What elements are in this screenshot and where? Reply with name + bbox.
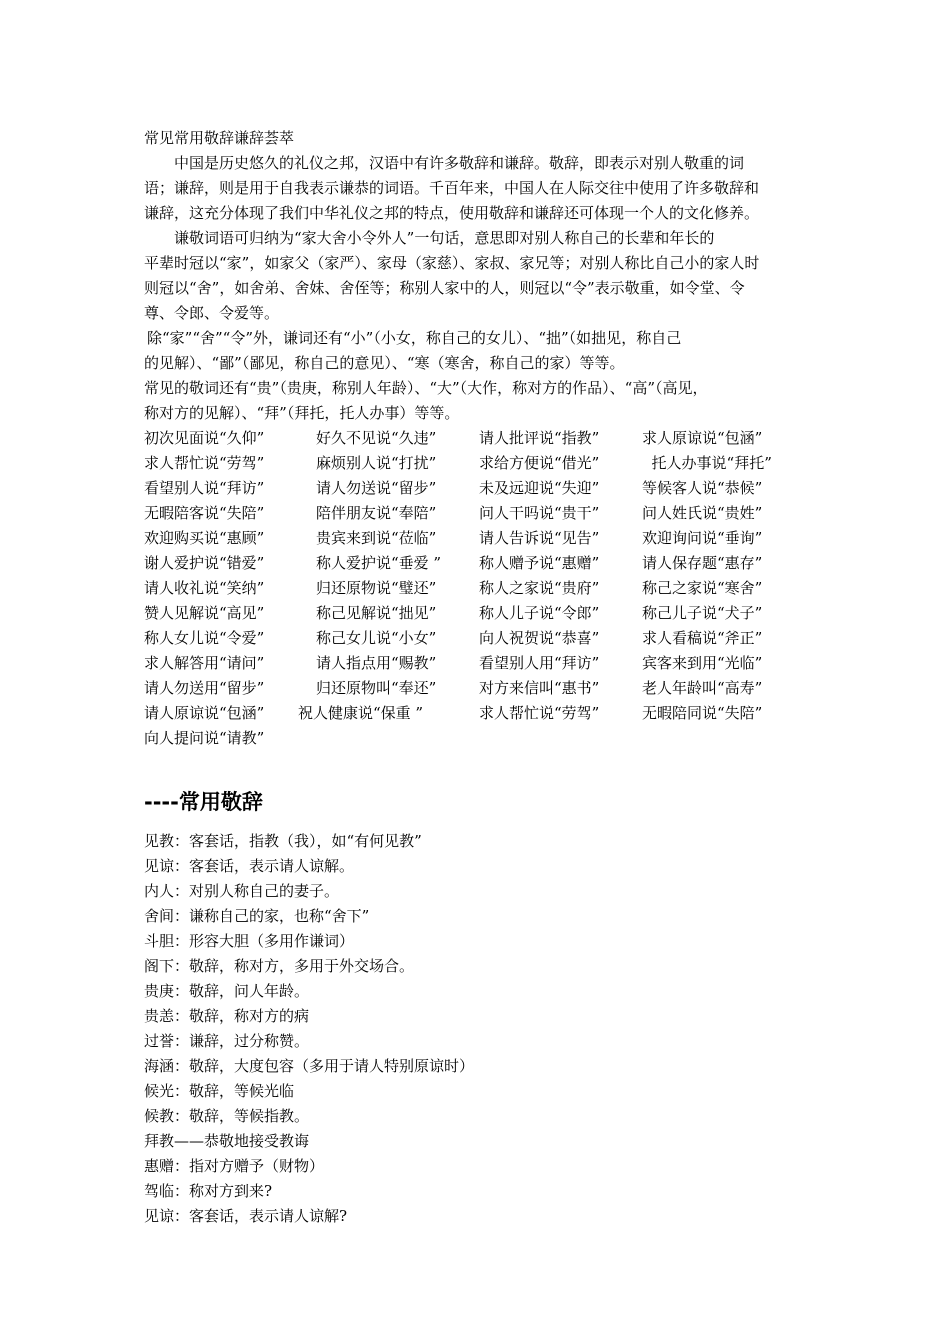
- phrase-cell: 问人姓氏说“贵姓”: [642, 504, 763, 522]
- term-item: 见谅：客套话，表示请人谅解。: [144, 857, 355, 875]
- phrase-cell: 求人解答用“请问”: [144, 654, 265, 672]
- rule-paragraph: [144, 226, 824, 326]
- phrase-row: [144, 501, 824, 526]
- text-line: 称对方的见解）、“拜”（拜托，托人办事）等等。: [144, 404, 460, 422]
- text-line: 谦敬词语可归纳为“家大舍小令外人”一句话，意思即对别人称自己的长辈和年长的: [174, 229, 715, 247]
- phrase-cell: 向人祝贺说“恭喜”: [479, 629, 600, 647]
- phrase-row: [144, 651, 824, 676]
- phrase-cell: 称人之家说“贵府”: [479, 579, 600, 597]
- phrase-cell: 欢迎购买说“惠顾”: [144, 529, 265, 547]
- phrase-row: [144, 601, 824, 626]
- phrase-cell: 称己女儿说“小女”: [316, 629, 437, 647]
- phrase-row: [144, 676, 824, 701]
- phrase-cell: 请人勿送说“留步”: [316, 479, 437, 497]
- phrase-row: [144, 526, 824, 551]
- phrase-row: [144, 701, 824, 726]
- phrase-row: [144, 626, 824, 651]
- phrase-cell: 请人原谅说“包涵”: [144, 704, 265, 722]
- document-body: [144, 126, 824, 1229]
- text-line: 谦辞，这充分体现了我们中华礼仪之邦的特点，使用敬辞和谦辞还可体现一个人的文化修养。: [144, 204, 760, 222]
- phrase-cell: 赞人见解说“高见”: [144, 604, 265, 622]
- phrase-cell: 求人原谅说“包涵”: [642, 429, 763, 447]
- honorific-words-paragraph: [144, 376, 824, 426]
- phrase-cell: 请人批评说“指教”: [479, 429, 600, 447]
- phrase-cell: 谢人爱护说“错爱”: [144, 554, 265, 572]
- text-line: 平辈时冠以“家”，如家父（家严）、家母（家慈）、家叔、家兄等；对别人称比自己小的家人时: [144, 254, 760, 272]
- phrase-cell: 好久不见说“久违”: [316, 429, 437, 447]
- text-line: 的见解）、“鄙”（鄙见，称自己的意见）、“寒（寒舍，称自己的家）等等。: [144, 354, 625, 372]
- term-item: 舍间：谦称自己的家，也称“舍下”: [144, 907, 370, 925]
- term-item: 惠赠：指对方赠予（财物）: [144, 1157, 325, 1175]
- document-title: 常见常用敬辞谦辞荟萃: [144, 129, 295, 147]
- phrase-cell: 等候客人说“恭候”: [642, 479, 763, 497]
- term-item: 海涵：敬辞，大度包容（多用于请人特别原谅时）: [144, 1057, 475, 1075]
- term-item: 候光：敬辞，等候光临: [144, 1082, 295, 1100]
- phrase-cell: 宾客来到用“光临”: [642, 654, 763, 672]
- term-item: 驾临：称对方到来?: [144, 1182, 273, 1200]
- phrase-cell: 请人保存题“惠存”: [642, 554, 763, 572]
- phrase-cell: 归还原物叫“奉还”: [316, 679, 437, 697]
- text-line: 尊、令郎、令爱等。: [144, 304, 280, 322]
- text-line: 语；谦辞，则是用于自我表示谦恭的词语。千百年来，中国人在人际交往中使用了许多敬辞和: [144, 179, 760, 197]
- phrase-cell: 请人收礼说“笑纳”: [144, 579, 265, 597]
- phrase-cell: 称人儿子说“令郎”: [479, 604, 600, 622]
- term-item: 拜教——恭敬地接受教诲: [144, 1132, 310, 1150]
- phrase-cell: 求人帮忙说“劳驾”: [479, 704, 600, 722]
- term-item: 贵恙：敬辞，称对方的病: [144, 1007, 310, 1025]
- phrase-cell: 陪伴朋友说“奉陪”: [316, 504, 437, 522]
- phrase-cell: 称己见解说“拙见”: [316, 604, 437, 622]
- phrase-cell: 看望别人说“拜访”: [144, 479, 265, 497]
- phrase-cell: 请人指点用“赐教”: [316, 654, 437, 672]
- text-line: 则冠以“舍”，如舍弟、舍妹、舍侄等；称别人家中的人，则冠以“令”表示敬重，如令堂、令: [144, 279, 745, 297]
- phrase-cell: 祝人健康说“保重 ”: [298, 704, 424, 722]
- term-item: 阁下：敬辞，称对方，多用于外交场合。: [144, 957, 415, 975]
- phrase-cell: 求给方便说“借光”: [479, 454, 600, 472]
- phrase-row: [144, 726, 824, 751]
- intro-paragraph: [144, 151, 824, 226]
- phrase-cell: 看望别人用“拜访”: [479, 654, 600, 672]
- phrase-row: [144, 551, 824, 576]
- phrase-cell: 初次见面说“久仰”: [144, 429, 265, 447]
- term-item: 斗胆：形容大胆（多用作谦词）: [144, 932, 355, 950]
- text-line: 中国是历史悠久的礼仪之邦，汉语中有许多敬辞和谦辞。敬辞，即表示对别人敬重的词: [174, 154, 745, 172]
- phrase-cell: 未及远迎说“失迎”: [479, 479, 600, 497]
- phrase-cell: 称人女儿说“令爱”: [144, 629, 265, 647]
- phrase-row: [144, 451, 824, 476]
- phrase-cell: 无暇陪同说“失陪”: [642, 704, 763, 722]
- phrase-cell: 向人提问说“请教”: [144, 729, 265, 747]
- phrase-cell: 问人干吗说“贵干”: [479, 504, 600, 522]
- phrase-row: [144, 576, 824, 601]
- term-item: 贵庚：敬辞，问人年龄。: [144, 982, 310, 1000]
- term-item: 见教：客套话，指教（我），如“有何见教”: [144, 832, 422, 850]
- phrase-cell: 求人帮忙说“劳驾”: [144, 454, 265, 472]
- term-item: 内人：对别人称自己的妻子。: [144, 882, 340, 900]
- phrase-cell: 欢迎询问说“垂询”: [642, 529, 763, 547]
- phrase-cell: 请人勿送用“留步”: [144, 679, 265, 697]
- phrase-cell: 称人爱护说“垂爱 ”: [316, 554, 442, 572]
- term-item: 过誉：谦辞，过分称赞。: [144, 1032, 310, 1050]
- term-list: [144, 829, 824, 1229]
- phrase-cell: 称人赠予说“惠赠”: [479, 554, 600, 572]
- phrase-cell: 称己儿子说“犬子”: [642, 604, 763, 622]
- phrase-grid: [144, 426, 824, 751]
- phrase-cell: 对方来信叫“惠书”: [479, 679, 600, 697]
- phrase-row: [144, 476, 824, 501]
- phrase-cell: 称己之家说“寒舍”: [642, 579, 763, 597]
- section-heading: ----常用敬辞: [144, 790, 263, 814]
- term-item: 候教：敬辞，等候指教。: [144, 1107, 310, 1125]
- phrase-cell: 归还原物说“璧还”: [316, 579, 437, 597]
- phrase-cell: 贵宾来到说“莅临”: [316, 529, 437, 547]
- phrase-cell: 请人告诉说“见告”: [479, 529, 600, 547]
- text-line: 常见的敬词还有“贵”（贵庚，称别人年龄）、“大”（大作，称对方的作品）、“高”（高见，: [144, 379, 708, 397]
- text-line: 除“家”“舍”“令”外，谦词还有“小”（小女，称自己的女儿）、“拙”（如拙见，称自己: [147, 329, 682, 347]
- term-item: 见谅：客套话，表示请人谅解?: [144, 1207, 348, 1225]
- phrase-cell: 求人看稿说“斧正”: [642, 629, 763, 647]
- phrase-row: [144, 426, 824, 451]
- phrase-cell: 麻烦别人说“打扰”: [316, 454, 437, 472]
- humble-words-paragraph: [144, 326, 824, 376]
- phrase-cell: 托人办事说“拜托”: [642, 454, 772, 472]
- phrase-cell: 老人年龄叫“高寿”: [642, 679, 763, 697]
- phrase-cell: 无暇陪客说“失陪”: [144, 504, 265, 522]
